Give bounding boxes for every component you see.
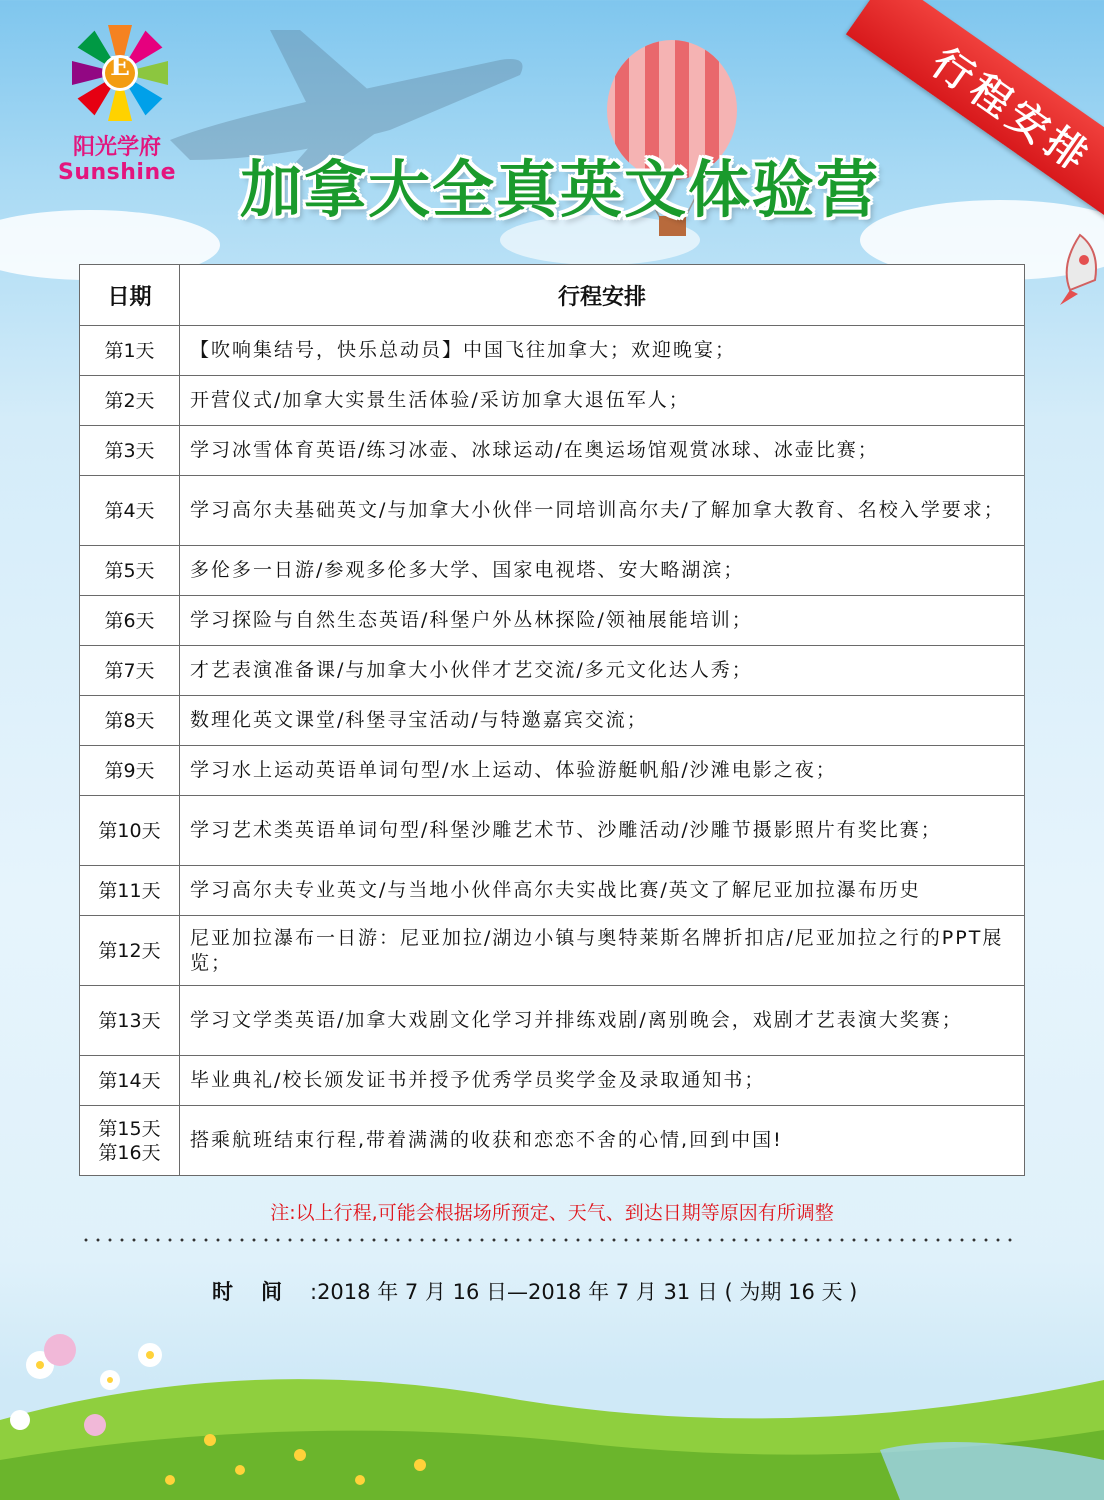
brand-name-en: Sunshine — [58, 160, 177, 185]
plan-cell: 学习文学类英语/加拿大戏剧文化学习并排练戏剧/离别晚会，戏剧才艺表演大奖赛； — [180, 986, 1025, 1056]
table-row — [80, 326, 1025, 376]
dotted-divider — [80, 1238, 1020, 1242]
plan-cell: 学习探险与自然生态英语/科堡户外丛林探险/领袖展能培训； — [180, 596, 1025, 646]
time-value: :2018 年 7 月 16 日—2018 年 7 月 31 日 ( 为期 16 天 ) — [310, 1280, 858, 1304]
day-cell: 第6天 — [80, 596, 180, 646]
plan-cell: 多伦多一日游/参观多伦多大学、国家电视塔、安大略湖滨； — [180, 546, 1025, 596]
day-cell: 第8天 — [80, 696, 180, 746]
day-cell: 第15天 第16天 — [80, 1106, 180, 1176]
table-row — [80, 746, 1025, 796]
itinerary-table — [79, 264, 1025, 1176]
table-row — [80, 986, 1025, 1056]
table-row — [80, 796, 1025, 866]
page-title: 加拿大全真英文体验营 — [240, 153, 881, 226]
table-row — [80, 916, 1025, 986]
day-cell: 第12天 — [80, 916, 180, 986]
plan-cell: 尼亚加拉瀑布一日游：尼亚加拉/湖边小镇与奥特莱斯名牌折扣店/尼亚加拉之行的PPT展览； — [180, 916, 1025, 986]
table-row — [80, 546, 1025, 596]
plan-cell: 【吹响集结号，快乐总动员】中国飞往加拿大；欢迎晚宴； — [180, 326, 1025, 376]
logo-letter: E — [110, 52, 130, 82]
day-cell: 第1天 — [80, 326, 180, 376]
plan-cell: 搭乘航班结束行程,带着满满的收获和恋恋不舍的心情,回到中国! — [180, 1106, 1025, 1176]
plan-cell: 数理化英文课堂/科堡寻宝活动/与特邀嘉宾交流； — [180, 696, 1025, 746]
day-cell: 第7天 — [80, 646, 180, 696]
day-cell: 第14天 — [80, 1056, 180, 1106]
table-row — [80, 596, 1025, 646]
day-cell: 第5天 — [80, 546, 180, 596]
time-label: 时间 — [212, 1280, 310, 1304]
day-cell: 第3天 — [80, 426, 180, 476]
rocket-illustration — [1040, 230, 1104, 310]
column-header-itinerary: 行程安排 — [180, 265, 1025, 326]
table-row — [80, 376, 1025, 426]
plan-cell: 学习冰雪体育英语/练习冰壶、冰球运动/在奥运场馆观赏冰球、冰壶比赛； — [180, 426, 1025, 476]
column-header-date: 日期 — [80, 265, 180, 326]
adjustment-note: 注:以上行程,可能会根据场所预定、天气、到达日期等原因有所调整 — [270, 1202, 834, 1224]
day-cell: 第13天 — [80, 986, 180, 1056]
day-cell: 第11天 — [80, 866, 180, 916]
brand-name-cn: 阳光学府 — [72, 135, 161, 160]
plan-cell: 毕业典礼/校长颁发证书并授予优秀学员奖学金及录取通知书； — [180, 1056, 1025, 1106]
day-cell: 第2天 — [80, 376, 180, 426]
plan-cell: 学习高尔夫基础英文/与加拿大小伙伴一同培训高尔夫/了解加拿大教育、名校入学要求； — [180, 476, 1025, 546]
table-row — [80, 476, 1025, 546]
plan-cell: 开营仪式/加拿大实景生活体验/采访加拿大退伍军人； — [180, 376, 1025, 426]
day-cell: 第9天 — [80, 746, 180, 796]
table-row — [80, 696, 1025, 746]
ribbon-text: 行程安排 — [923, 39, 1101, 183]
plan-cell: 学习艺术类英语单词句型/科堡沙雕艺术节、沙雕活动/沙雕节摄影照片有奖比赛； — [180, 796, 1025, 866]
meadow-illustration — [0, 1330, 1104, 1500]
table-row — [80, 426, 1025, 476]
table-row — [80, 866, 1025, 916]
day-cell: 第10天 — [80, 796, 180, 866]
plan-cell: 学习高尔夫专业英文/与当地小伙伴高尔夫实战比赛/英文了解尼亚加拉瀑布历史 — [180, 866, 1025, 916]
plan-cell: 才艺表演准备课/与加拿大小伙伴才艺交流/多元文化达人秀； — [180, 646, 1025, 696]
table-row — [80, 1056, 1025, 1106]
table-row — [80, 646, 1025, 696]
table-row — [80, 1106, 1025, 1176]
camp-dates — [212, 1276, 857, 1306]
day-cell: 第4天 — [80, 476, 180, 546]
plan-cell: 学习水上运动英语单词句型/水上运动、体验游艇帆船/沙滩电影之夜； — [180, 746, 1025, 796]
